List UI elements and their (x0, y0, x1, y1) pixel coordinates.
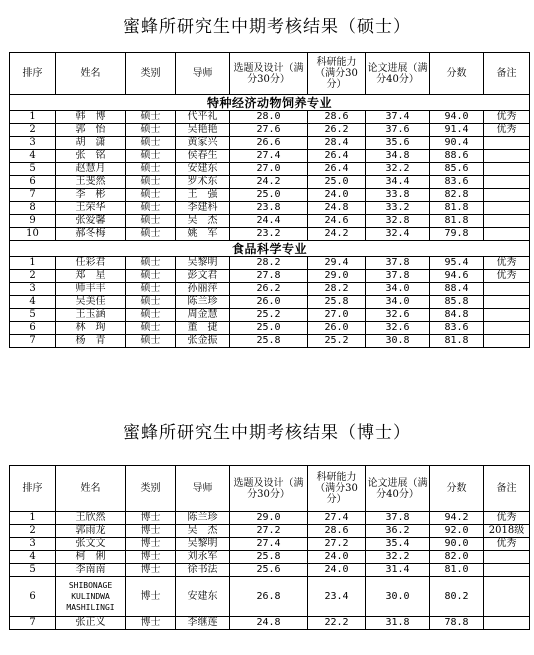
cell-total-score: 94.2 (430, 512, 484, 525)
cell-research-score: 27.4 (308, 512, 366, 525)
cell-category: 硕士 (126, 124, 176, 137)
cell-research-score: 27.2 (308, 538, 366, 551)
cell-total-score: 81.8 (430, 335, 484, 348)
cell-thesis-score: 35.6 (366, 137, 430, 150)
cell-name: 王斐然 (56, 176, 126, 189)
cell-name: SHIBONAGE KULINDWA MASHILINGI (56, 577, 126, 617)
cell-supervisor: 张金振 (176, 335, 230, 348)
cell-thesis-score: 37.6 (366, 124, 430, 137)
cell-topic-score: 27.0 (230, 163, 308, 176)
cell-thesis-score: 32.8 (366, 215, 430, 228)
cell-thesis-score: 34.8 (366, 150, 430, 163)
cell-remark: 优秀 (484, 512, 530, 525)
cell-name: 胡 潇 (56, 137, 126, 150)
cell-name: 郭雨龙 (56, 525, 126, 538)
cell-category: 博士 (126, 512, 176, 525)
cell-thesis-score: 36.2 (366, 525, 430, 538)
master-results-title: 蜜蜂所研究生中期考核结果（硕士） (123, 17, 411, 37)
cell-remark: 优秀 (484, 257, 530, 270)
cell-rank: 4 (10, 551, 56, 564)
header-rank: 排序 (10, 466, 56, 512)
cell-total-score: 95.4 (430, 257, 484, 270)
cell-rank: 6 (10, 322, 56, 335)
cell-name: 李南南 (56, 564, 126, 577)
cell-remark (484, 189, 530, 202)
cell-rank: 2 (10, 270, 56, 283)
header-total-score: 分数 (430, 466, 484, 512)
table-row (10, 202, 530, 215)
table-row (10, 257, 530, 270)
header-thesis-score: 论文进展（满分40分） (366, 466, 430, 512)
header-research-score: 科研能力（满分30分） (308, 53, 366, 95)
cell-thesis-score: 34.0 (366, 283, 430, 296)
header-name: 姓名 (56, 466, 126, 512)
cell-name: 王荣华 (56, 202, 126, 215)
cell-category: 硕士 (126, 163, 176, 176)
cell-category: 硕士 (126, 150, 176, 163)
cell-total-score: 85.8 (430, 296, 484, 309)
cell-supervisor: 李建科 (176, 202, 230, 215)
cell-category: 博士 (126, 617, 176, 630)
header-supervisor: 导师 (176, 53, 230, 95)
cell-research-score: 26.4 (308, 163, 366, 176)
cell-rank: 3 (10, 538, 56, 551)
cell-name: 杨 青 (56, 335, 126, 348)
cell-total-score: 94.0 (430, 111, 484, 124)
cell-category: 硕士 (126, 176, 176, 189)
cell-remark (484, 296, 530, 309)
cell-category: 硕士 (126, 322, 176, 335)
cell-supervisor: 陈兰珍 (176, 296, 230, 309)
cell-supervisor: 王 强 (176, 189, 230, 202)
cell-remark (484, 551, 530, 564)
cell-supervisor: 吴黎明 (176, 257, 230, 270)
cell-supervisor: 董 捷 (176, 322, 230, 335)
cell-thesis-score: 37.8 (366, 257, 430, 270)
cell-remark: 2018级 (484, 525, 530, 538)
cell-total-score: 78.8 (430, 617, 484, 630)
cell-name: 师丰丰 (56, 283, 126, 296)
cell-remark (484, 283, 530, 296)
table-row (10, 124, 530, 137)
cell-thesis-score: 32.2 (366, 551, 430, 564)
cell-total-score: 81.8 (430, 215, 484, 228)
table-header-row (10, 53, 530, 95)
header-thesis-score: 论文进展（满分40分） (366, 53, 430, 95)
cell-rank: 7 (10, 617, 56, 630)
section-header-row (10, 241, 530, 257)
header-research-score: 科研能力（满分30分） (308, 466, 366, 512)
cell-rank: 5 (10, 564, 56, 577)
cell-remark (484, 577, 530, 617)
cell-thesis-score: 34.4 (366, 176, 430, 189)
cell-name: 郑 星 (56, 270, 126, 283)
cell-thesis-score: 34.0 (366, 296, 430, 309)
cell-category: 硕士 (126, 257, 176, 270)
cell-remark: 优秀 (484, 111, 530, 124)
cell-topic-score: 24.4 (230, 215, 308, 228)
cell-topic-score: 24.2 (230, 176, 308, 189)
cell-topic-score: 25.8 (230, 551, 308, 564)
cell-category: 硕士 (126, 296, 176, 309)
cell-research-score: 28.6 (308, 111, 366, 124)
cell-name: 韩 博 (56, 111, 126, 124)
cell-category: 博士 (126, 525, 176, 538)
cell-topic-score: 28.0 (230, 111, 308, 124)
cell-research-score: 25.2 (308, 335, 366, 348)
cell-rank: 6 (10, 577, 56, 617)
cell-supervisor: 安建东 (176, 577, 230, 617)
cell-research-score: 28.4 (308, 137, 366, 150)
cell-supervisor: 李继莲 (176, 617, 230, 630)
cell-rank: 1 (10, 257, 56, 270)
cell-category: 硕士 (126, 137, 176, 150)
cell-topic-score: 27.6 (230, 124, 308, 137)
cell-category: 博士 (126, 551, 176, 564)
cell-total-score: 94.6 (430, 270, 484, 283)
cell-category: 硕士 (126, 189, 176, 202)
cell-thesis-score: 37.8 (366, 512, 430, 525)
cell-total-score: 90.4 (430, 137, 484, 150)
cell-supervisor: 安建东 (176, 163, 230, 176)
table-row (10, 309, 530, 322)
cell-research-score: 24.0 (308, 189, 366, 202)
cell-topic-score: 26.6 (230, 137, 308, 150)
cell-category: 硕士 (126, 111, 176, 124)
cell-thesis-score: 32.4 (366, 228, 430, 241)
cell-remark (484, 322, 530, 335)
cell-research-score: 24.2 (308, 228, 366, 241)
cell-remark: 优秀 (484, 124, 530, 137)
cell-rank: 7 (10, 189, 56, 202)
cell-thesis-score: 37.8 (366, 270, 430, 283)
cell-remark (484, 176, 530, 189)
header-topic-score: 选题及设计（满分30分） (230, 466, 308, 512)
cell-rank: 5 (10, 309, 56, 322)
cell-topic-score: 23.2 (230, 228, 308, 241)
cell-supervisor: 姚 军 (176, 228, 230, 241)
cell-total-score: 83.6 (430, 176, 484, 189)
table-row (10, 551, 530, 564)
cell-thesis-score: 30.0 (366, 577, 430, 617)
cell-research-score: 25.8 (308, 296, 366, 309)
cell-thesis-score: 32.6 (366, 309, 430, 322)
cell-supervisor: 代平礼 (176, 111, 230, 124)
cell-total-score: 84.8 (430, 309, 484, 322)
cell-rank: 7 (10, 335, 56, 348)
table-row (10, 111, 530, 124)
cell-name: 王欣然 (56, 512, 126, 525)
cell-topic-score: 24.8 (230, 617, 308, 630)
cell-name: 林 珣 (56, 322, 126, 335)
table-row (10, 215, 530, 228)
cell-total-score: 81.0 (430, 564, 484, 577)
cell-category: 硕士 (126, 228, 176, 241)
cell-rank: 5 (10, 163, 56, 176)
cell-topic-score: 27.8 (230, 270, 308, 283)
cell-supervisor: 黄家兴 (176, 137, 230, 150)
cell-category: 博士 (126, 577, 176, 617)
table-row (10, 189, 530, 202)
table-row (10, 150, 530, 163)
cell-rank: 4 (10, 150, 56, 163)
cell-remark (484, 163, 530, 176)
cell-remark (484, 335, 530, 348)
cell-category: 硕士 (126, 215, 176, 228)
cell-total-score: 80.2 (430, 577, 484, 617)
cell-supervisor: 周金慧 (176, 309, 230, 322)
cell-research-score: 24.0 (308, 564, 366, 577)
cell-name: 吴美佳 (56, 296, 126, 309)
cell-research-score: 26.4 (308, 150, 366, 163)
cell-topic-score: 29.0 (230, 512, 308, 525)
header-category: 类别 (126, 466, 176, 512)
cell-supervisor: 彭文君 (176, 270, 230, 283)
cell-rank: 1 (10, 512, 56, 525)
cell-name: 张爱馨 (56, 215, 126, 228)
cell-research-score: 24.6 (308, 215, 366, 228)
table-row (10, 538, 530, 551)
cell-research-score: 23.4 (308, 577, 366, 617)
table-header-row (10, 466, 530, 512)
table-row (10, 270, 530, 283)
cell-topic-score: 25.2 (230, 309, 308, 322)
cell-topic-score: 26.8 (230, 577, 308, 617)
cell-rank: 8 (10, 202, 56, 215)
cell-research-score: 25.0 (308, 176, 366, 189)
cell-research-score: 29.0 (308, 270, 366, 283)
cell-rank: 2 (10, 525, 56, 538)
cell-research-score: 26.2 (308, 124, 366, 137)
cell-remark: 优秀 (484, 270, 530, 283)
cell-research-score: 27.0 (308, 309, 366, 322)
cell-topic-score: 25.6 (230, 564, 308, 577)
cell-remark: 优秀 (484, 538, 530, 551)
cell-category: 硕士 (126, 309, 176, 322)
cell-rank: 1 (10, 111, 56, 124)
cell-research-score: 29.4 (308, 257, 366, 270)
cell-supervisor: 吴 杰 (176, 525, 230, 538)
cell-total-score: 90.0 (430, 538, 484, 551)
cell-supervisor: 罗术东 (176, 176, 230, 189)
cell-topic-score: 26.2 (230, 283, 308, 296)
table-row (10, 577, 530, 617)
table-row (10, 228, 530, 241)
cell-research-score: 22.2 (308, 617, 366, 630)
cell-total-score: 88.6 (430, 150, 484, 163)
cell-supervisor: 孙丽萍 (176, 283, 230, 296)
cell-name: 郝冬梅 (56, 228, 126, 241)
table-row (10, 617, 530, 630)
cell-supervisor: 吴艳艳 (176, 124, 230, 137)
cell-remark (484, 137, 530, 150)
cell-research-score: 24.8 (308, 202, 366, 215)
cell-topic-score: 28.2 (230, 257, 308, 270)
section-header-row (10, 95, 530, 111)
cell-research-score: 28.6 (308, 525, 366, 538)
doctor-results-table (9, 465, 530, 630)
cell-category: 硕士 (126, 335, 176, 348)
cell-thesis-score: 35.4 (366, 538, 430, 551)
table-row (10, 137, 530, 150)
cell-rank: 3 (10, 137, 56, 150)
cell-name: 王玉涵 (56, 309, 126, 322)
cell-rank: 9 (10, 215, 56, 228)
cell-thesis-score: 33.2 (366, 202, 430, 215)
table-row (10, 564, 530, 577)
cell-topic-score: 27.2 (230, 525, 308, 538)
cell-total-score: 81.8 (430, 202, 484, 215)
cell-supervisor: 陈兰珍 (176, 512, 230, 525)
cell-total-score: 82.8 (430, 189, 484, 202)
cell-topic-score: 23.8 (230, 202, 308, 215)
cell-topic-score: 25.8 (230, 335, 308, 348)
cell-total-score: 92.0 (430, 525, 484, 538)
header-name: 姓名 (56, 53, 126, 95)
cell-name: 张正义 (56, 617, 126, 630)
header-category: 类别 (126, 53, 176, 95)
doctor-results-title: 蜜蜂所研究生中期考核结果（博士） (123, 423, 411, 443)
cell-name: 张 铭 (56, 150, 126, 163)
cell-supervisor: 徐书法 (176, 564, 230, 577)
cell-remark (484, 150, 530, 163)
header-supervisor: 导师 (176, 466, 230, 512)
cell-category: 硕士 (126, 202, 176, 215)
cell-topic-score: 27.4 (230, 150, 308, 163)
cell-category: 硕士 (126, 283, 176, 296)
cell-supervisor: 吴黎明 (176, 538, 230, 551)
cell-name: 赵慧月 (56, 163, 126, 176)
cell-supervisor: 刘永军 (176, 551, 230, 564)
cell-remark (484, 228, 530, 241)
cell-remark (484, 617, 530, 630)
header-rank: 排序 (10, 53, 56, 95)
cell-rank: 2 (10, 124, 56, 137)
table-row (10, 335, 530, 348)
cell-remark (484, 215, 530, 228)
cell-thesis-score: 30.8 (366, 335, 430, 348)
cell-thesis-score: 31.4 (366, 564, 430, 577)
cell-total-score: 79.8 (430, 228, 484, 241)
cell-total-score: 88.4 (430, 283, 484, 296)
cell-rank: 4 (10, 296, 56, 309)
header-remark: 备注 (484, 53, 530, 95)
cell-name: 张文文 (56, 538, 126, 551)
cell-name: 任彩君 (56, 257, 126, 270)
cell-research-score: 26.0 (308, 322, 366, 335)
cell-supervisor: 吴 杰 (176, 215, 230, 228)
section-title: 特种经济动物饲养专业 (10, 95, 530, 111)
header-remark: 备注 (484, 466, 530, 512)
header-topic-score: 选题及设计（满分30分） (230, 53, 308, 95)
table-row (10, 176, 530, 189)
cell-remark (484, 309, 530, 322)
cell-rank: 3 (10, 283, 56, 296)
cell-total-score: 82.0 (430, 551, 484, 564)
section-title: 食品科学专业 (10, 241, 530, 257)
cell-category: 博士 (126, 538, 176, 551)
cell-total-score: 91.4 (430, 124, 484, 137)
cell-remark (484, 564, 530, 577)
cell-thesis-score: 33.8 (366, 189, 430, 202)
cell-name: 李 彬 (56, 189, 126, 202)
cell-thesis-score: 31.8 (366, 617, 430, 630)
cell-name: 郭 怡 (56, 124, 126, 137)
cell-thesis-score: 32.6 (366, 322, 430, 335)
cell-topic-score: 25.0 (230, 189, 308, 202)
cell-total-score: 85.6 (430, 163, 484, 176)
cell-total-score: 83.6 (430, 322, 484, 335)
table-row (10, 283, 530, 296)
table-row (10, 525, 530, 538)
master-results-table (9, 52, 530, 348)
table-row (10, 296, 530, 309)
cell-research-score: 24.0 (308, 551, 366, 564)
cell-topic-score: 26.0 (230, 296, 308, 309)
table-row (10, 322, 530, 335)
cell-thesis-score: 37.4 (366, 111, 430, 124)
cell-rank: 10 (10, 228, 56, 241)
cell-rank: 6 (10, 176, 56, 189)
cell-category: 博士 (126, 564, 176, 577)
cell-remark (484, 202, 530, 215)
cell-category: 硕士 (126, 270, 176, 283)
cell-topic-score: 25.0 (230, 322, 308, 335)
table-row (10, 163, 530, 176)
header-total-score: 分数 (430, 53, 484, 95)
cell-topic-score: 27.4 (230, 538, 308, 551)
table-row (10, 512, 530, 525)
cell-supervisor: 侯春生 (176, 150, 230, 163)
cell-research-score: 28.2 (308, 283, 366, 296)
cell-name: 柯 俐 (56, 551, 126, 564)
cell-thesis-score: 32.2 (366, 163, 430, 176)
